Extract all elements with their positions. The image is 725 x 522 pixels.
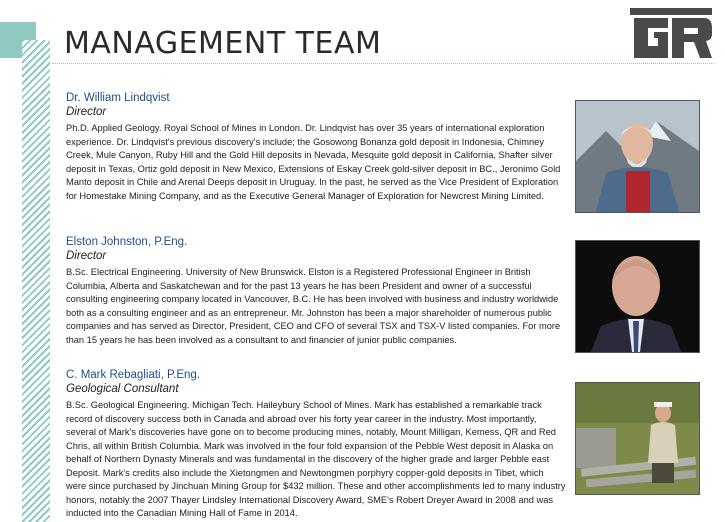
- person-role: Director: [66, 106, 107, 118]
- page-title: MANAGEMENT TEAM: [64, 26, 382, 61]
- person-lindqvist: [66, 92, 566, 203]
- decorative-hatch-bar: [22, 40, 50, 522]
- person-johnston: [66, 236, 566, 347]
- person-rebagliati: [66, 369, 566, 521]
- portrait-photo-rebagliati: [575, 382, 700, 495]
- person-bio: Ph.D. Applied Geology. Royal School of Mines in London. Dr. Lindqvist has over 35 years of international exploration experience. Dr. Lindqvist's previous discovery's include; the Gosowong Bonanza gold deposit in Indonesia, Chimney Creek, Mule Canyon, Ruby Hill and the Gold Hill deposits in Nevada, Mesquite gold deposit in California, Shafter silver deposit in Texas, Ortiz gold deposit in New Mexico, Extensions of Eskay Creek gold-silver deposit in BC., Jeronimo Gold Manto deposit in Chile and Arenal Deeps deposit in Uruguay. In the past, he served as the Vice President of Exploration for Homestake Mining Company, and as the Executive General Manager of Exploration for Newcrest Mining Limited.: [66, 123, 561, 201]
- title-divider: [52, 63, 714, 64]
- person-bio: B.Sc. Electrical Engineering. University of New Brunswick. Elston is a Registered Professional Engineer in British Columbia, Alberta and Saskatchewan and for the past 13 years he has been President and owner of a successful consulting engineering company located in Vancouver, B.C. He has been involved with business and industry worldwide both as a consulting engineer and as an entrepreneur. Mr. Johnston has been a major shareholder of numerous public companies and has served as Director, President, CEO and CFO of several TSX and TSX-V listed companies. For more than 15 years he has been involved as a consultant to and financier of junior public companies.: [66, 267, 561, 345]
- person-name: C. Mark Rebagliati, P.Eng.: [66, 369, 201, 381]
- person-role: Geological Consultant: [66, 383, 179, 395]
- person-name: Dr. William Lindqvist: [66, 92, 170, 104]
- portrait-photo-lindqvist: [575, 100, 700, 213]
- person-name: Elston Johnston, P.Eng.: [66, 236, 188, 248]
- portrait-photo-johnston: [575, 240, 700, 353]
- person-bio: B.Sc. Geological Engineering. Michigan Tech. Haileybury School of Mines. Mark has established a remarkable track record of discovery success both in Canada and abroad over his forty year career in the industry. Most importantly, several of Mark's discoveries have gone on to become producing mines, notably, Mount Milligan, Kemess, QR and Red Chris, all within British Columbia. Mark was involved in the four fold expansion of the Pebble West deposit in Alaska on behalf of Northern Dynasty Minerals and was fundamental in the discovery of the higher grade and larger Pebble east Deposit. Mark's credits also include the Xietongmen and Newtongmen porphyry copper-gold deposits in Tibet, which were since purchased by Jinchuan Mining Group for $432 million. These and other accomplishments led to many industry honors, notably the 2007 Thayer Lindsley International Discovery Award, SME's Robert Dreyer Award in 2008 and was inducted into the Canadian Mining Hall of Fame in 2014.: [66, 400, 566, 518]
- company-logo: [628, 6, 714, 62]
- person-role: Director: [66, 250, 107, 262]
